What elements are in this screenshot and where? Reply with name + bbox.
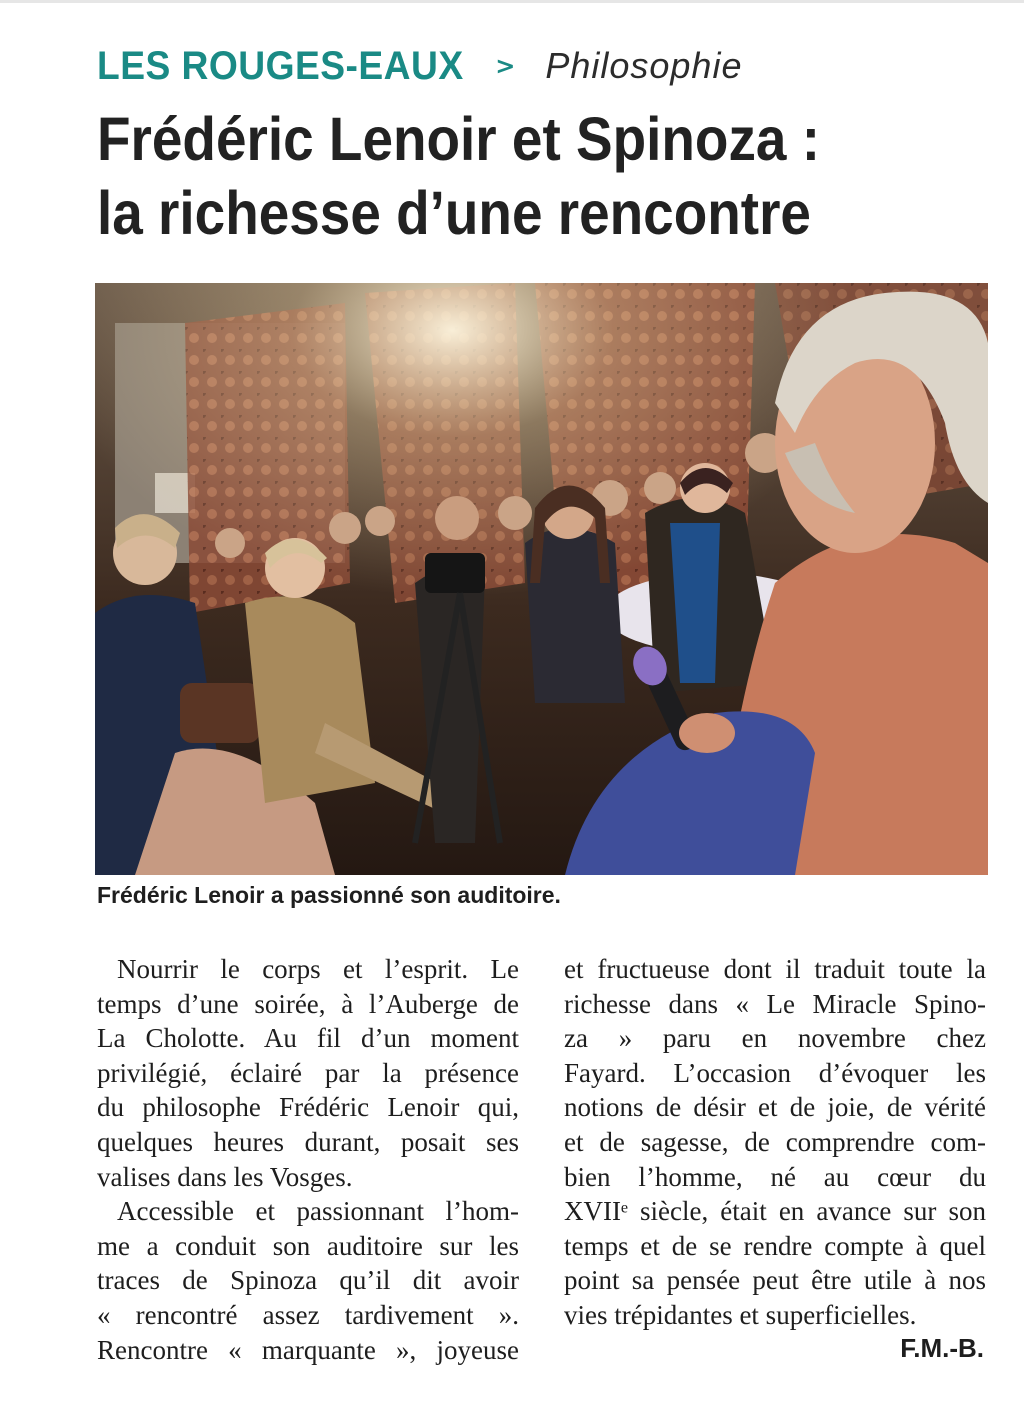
article-headline bbox=[97, 102, 907, 250]
text-line: et de sagesse, de comprendre com- bbox=[564, 1126, 986, 1157]
text-line: privilégié, éclairé par la présence bbox=[97, 1057, 519, 1088]
text-line: richesse dans « Le Miracle Spino- bbox=[564, 988, 986, 1019]
text-line: XVIIᵉ siècle, était en avance sur son bbox=[564, 1196, 986, 1227]
text-line: quelques heures durant, posait ses bbox=[97, 1126, 519, 1157]
text-line: « rencontré assez tardivement ». bbox=[97, 1299, 519, 1330]
text-line: Fayard. L’occasion d’évoquer les bbox=[564, 1057, 986, 1088]
text-line: vies trépidantes et superficielles. bbox=[564, 1299, 917, 1330]
chevron-right-icon: > bbox=[495, 52, 516, 80]
article-photo bbox=[95, 283, 988, 875]
top-rule bbox=[0, 0, 1024, 3]
rubric-label: Philosophie bbox=[545, 45, 743, 86]
text-line: Nourrir le corps et l’esprit. Le bbox=[117, 954, 519, 984]
text-line: za » paru en novembre chez bbox=[564, 1023, 986, 1054]
article-column-left bbox=[97, 952, 519, 1367]
location-label: LES ROUGES-EAUX bbox=[97, 43, 464, 88]
text-line: traces de Spinoza qu’il dit avoir bbox=[97, 1265, 519, 1296]
text-line: valises dans les Vosges. bbox=[97, 1161, 353, 1192]
author-signature: F.M.-B. bbox=[900, 1333, 984, 1363]
headline-line-2: la richesse d’une rencontre bbox=[97, 179, 811, 247]
text-line: La Cholotte. Au fil d’un moment bbox=[97, 1023, 519, 1054]
text-line: notions de désir et de joie, de vérité bbox=[564, 1092, 986, 1123]
photo-caption: Frédéric Lenoir a passionné son auditoire. bbox=[97, 882, 561, 908]
text-line: me a conduit son auditoire sur les bbox=[97, 1230, 519, 1261]
text-line: et fructueuse dont il traduit toute la bbox=[564, 954, 986, 984]
text-line: temps d’une soirée, à l’Auberge de bbox=[97, 988, 519, 1019]
text-line: Rencontre « marquante », joyeuse bbox=[97, 1334, 519, 1365]
text-line: temps et de se rendre compte à quel bbox=[564, 1230, 986, 1261]
headline-line-1: Frédéric Lenoir et Spinoza : bbox=[97, 105, 820, 173]
text-line: du philosophe Frédéric Lenoir qui, bbox=[97, 1092, 519, 1123]
section-kicker bbox=[97, 38, 742, 94]
text-line: Accessible et passionnant l’hom- bbox=[117, 1196, 519, 1227]
article-column-right bbox=[564, 952, 986, 1333]
text-line: point sa pensée peut être utile à nos bbox=[564, 1265, 986, 1296]
text-line: bien l’homme, né au cœur du bbox=[564, 1161, 986, 1192]
